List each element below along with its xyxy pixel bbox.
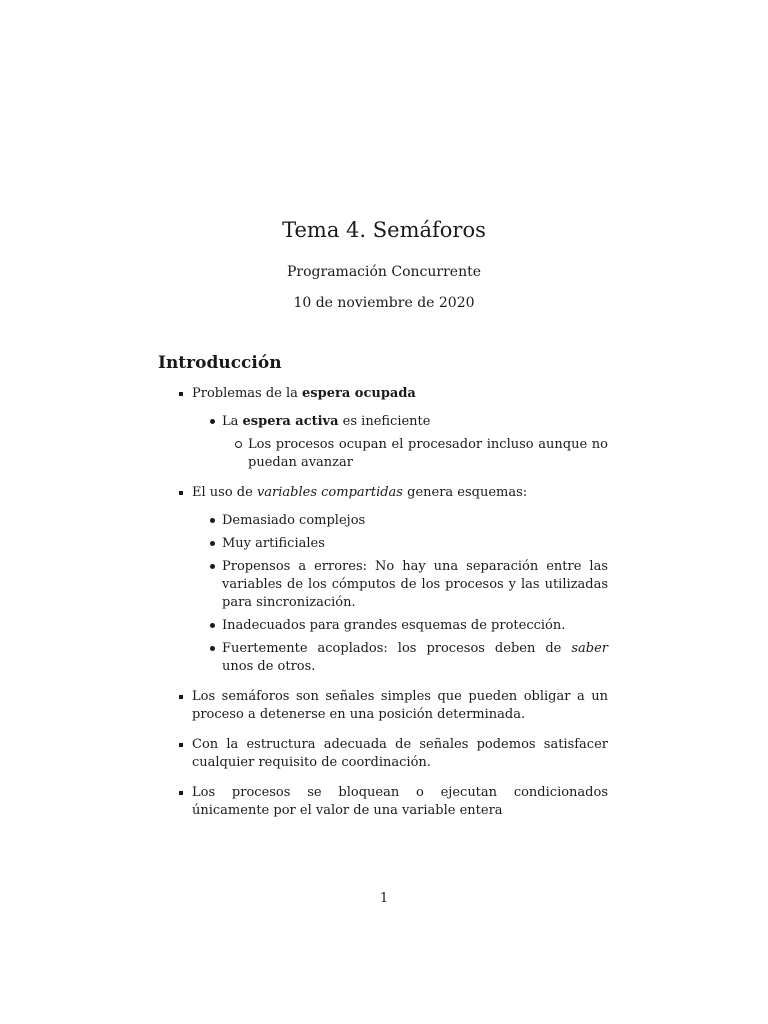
round-bullet-icon xyxy=(210,646,215,651)
hollow-bullet-icon xyxy=(235,441,242,448)
sublist xyxy=(192,413,608,472)
square-bullet-icon xyxy=(179,791,183,795)
round-bullet-icon xyxy=(210,518,215,523)
text-run: Fuertemente acoplados: los procesos deben de xyxy=(222,641,572,656)
sublist xyxy=(192,512,608,676)
text-run: Problemas de la xyxy=(192,386,303,401)
page-number: 1 xyxy=(379,891,389,906)
list-item xyxy=(158,736,608,772)
sublist-item-text: Muy artificiales xyxy=(222,536,325,551)
round-bullet-icon xyxy=(210,419,215,424)
sublist-item-text: Inadecuados para grandes esquemas de protección. xyxy=(222,618,566,633)
nested-sublist-item xyxy=(222,436,608,472)
nested-sublist xyxy=(222,436,608,472)
sublist-item xyxy=(192,535,608,553)
list-item-text: Con la estructura adecuada de señales podemos satisfacer cualquier requisito de coordinación. xyxy=(192,737,608,770)
square-bullet-icon xyxy=(179,392,183,396)
square-bullet-icon xyxy=(179,695,183,699)
document-date: 10 de noviembre de 2020 xyxy=(293,295,475,311)
text-run: unos de otros. xyxy=(222,659,316,674)
italic-text: variables compartidas xyxy=(256,485,403,500)
document-title: Tema 4. Semáforos xyxy=(282,218,486,242)
document-subtitle: Programación Concurrente xyxy=(287,264,481,280)
list-item-text xyxy=(192,386,416,401)
bold-text: espera ocupada xyxy=(302,386,416,401)
square-bullet-icon xyxy=(179,491,183,495)
sublist-item-text: Demasiado complejos xyxy=(222,513,366,528)
section-heading: Introducción xyxy=(158,353,282,373)
sublist-item xyxy=(192,413,608,472)
sublist-item-text: Propensos a errores: No hay una separación entre las variables de los cómputos de los procesos y las utilizadas para sincronización. xyxy=(222,559,608,610)
sublist-item-text xyxy=(222,641,608,674)
text-run: genera esquemas: xyxy=(402,485,528,500)
nested-sublist-item-text: Los procesos ocupan el procesador incluso aunque no puedan avanzar xyxy=(248,437,608,470)
sublist-item xyxy=(192,558,608,612)
text-run: La xyxy=(222,414,243,429)
list-item xyxy=(158,385,608,472)
square-bullet-icon xyxy=(179,743,183,747)
sublist-item xyxy=(192,617,608,635)
list-item-text: Los semáforos son señales simples que pueden obligar a un proceso a detenerse en una posición determinada. xyxy=(192,689,608,722)
text-run: El uso de xyxy=(192,485,257,500)
list-item xyxy=(158,784,608,820)
section-content xyxy=(158,385,608,832)
round-bullet-icon xyxy=(210,623,215,628)
bold-text: espera activa xyxy=(242,414,339,429)
round-bullet-icon xyxy=(210,564,215,569)
list-item xyxy=(158,484,608,676)
list-item xyxy=(158,688,608,724)
sublist-item-text xyxy=(222,414,430,429)
list-item-text xyxy=(192,485,527,500)
round-bullet-icon xyxy=(210,541,215,546)
sublist-item xyxy=(192,640,608,676)
list-item-text: Los procesos se bloquean o ejecutan condicionados únicamente por el valor de una variable entera xyxy=(192,785,608,818)
text-run: es ineficiente xyxy=(338,414,431,429)
italic-text: saber xyxy=(571,641,608,656)
sublist-item xyxy=(192,512,608,530)
